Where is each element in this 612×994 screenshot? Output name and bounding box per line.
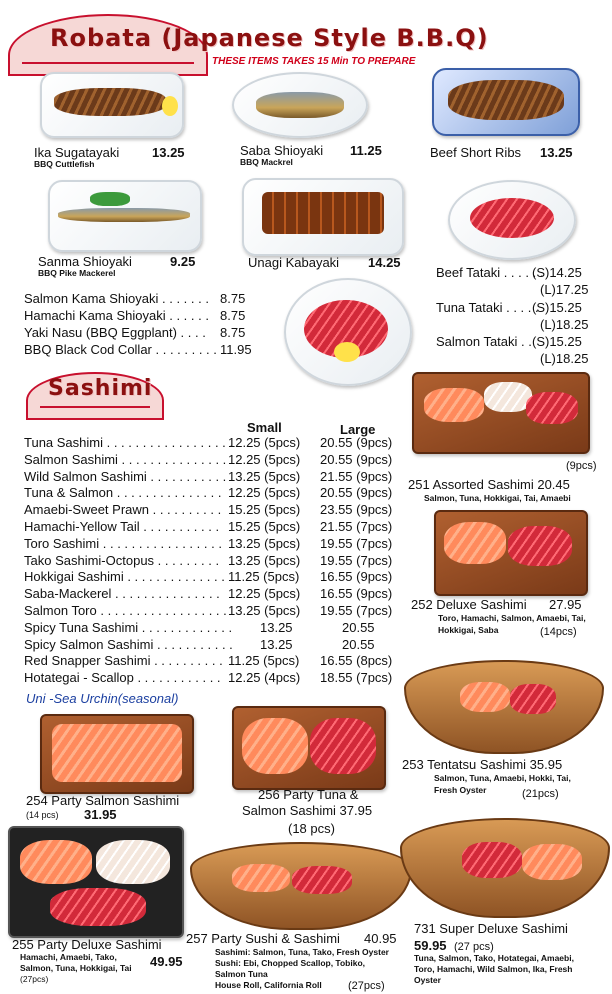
sashimi-row-large-price: 20.55 — [342, 619, 375, 635]
sanma-shioyaki-sub: BBQ Pike Mackerel — [38, 268, 116, 278]
salmon-kama-name: Salmon Kama Shioyaki . . . . . . . — [24, 291, 209, 306]
sashimi-row-small-price: 12.25 (5pcs) — [228, 435, 301, 450]
beef-tataki-small: (S)14.25 — [532, 265, 582, 280]
sashimi-row-small-price: 13.25 (5pcs) — [228, 468, 301, 484]
sashimi-row-large-price: 20.55 (9pcs) — [320, 485, 393, 501]
sashimi-row-name: Spicy Tuna Sashimi . . . . . . . . . . . . . — [24, 619, 233, 635]
beef-tataki-large: (L)17.25 — [540, 282, 589, 297]
tuna-tataki-large: (L)18.25 — [540, 317, 589, 332]
sashimi-row-large-price: 21.55 (9pcs) — [320, 468, 393, 484]
uni-sea-urchin: Uni -Sea Urchin(seasonal) — [26, 691, 179, 706]
lemon-garnish — [162, 96, 178, 116]
small-column-header: Small — [247, 420, 282, 435]
beef-short-ribs-photo — [432, 68, 580, 136]
hamachi-kama-price: 8.75 — [220, 308, 246, 323]
unagi-kabayaki-price: 14.25 — [368, 255, 401, 270]
c254-title: 254 Party Salmon Sashimi — [26, 793, 180, 808]
sashimi-row-name: Tuna Sashimi . . . . . . . . . . . . . . . . . . — [24, 435, 234, 450]
beef-tataki-photo — [448, 180, 576, 260]
sashimi-row-name: Salmon Sashimi . . . . . . . . . . . . . . . — [24, 451, 227, 467]
sashimi-row-name: Hotategai - Scallop . . . . . . . . . . . . — [24, 670, 221, 686]
sashimi-row-small-price: 11.25 (5pcs) — [228, 653, 300, 669]
salmon-slices — [52, 724, 182, 782]
beef-tataki-name: Beef Tataki . . . . . . — [436, 265, 544, 280]
c257-price: 40.95 — [364, 931, 397, 946]
sashimi-row-large-price: 21.55 (7pcs) — [320, 519, 393, 534]
sashimi-row-large-price: 20.55 (9pcs) — [320, 435, 393, 450]
c731-pcs: (27 pcs) — [454, 941, 494, 953]
c257-desc3: Salmon Tuna — [215, 969, 268, 979]
c256-pcs: (18 pcs) — [288, 821, 335, 836]
c257-desc2: Sushi: Ebi, Chopped Scallop, Tobiko, — [215, 958, 366, 968]
short-ribs-food — [448, 80, 564, 120]
leaf-garnish — [90, 192, 130, 206]
tuna-slices — [508, 526, 572, 566]
c255-price: 49.95 — [150, 954, 183, 969]
tuna-slices — [526, 392, 578, 424]
c252-title: 252 Deluxe Sashimi — [411, 597, 527, 612]
salmon-tataki-large: (L)18.25 — [540, 351, 589, 366]
party-tuna-salmon-photo — [232, 706, 386, 790]
tuna-slices — [510, 684, 556, 714]
salmon-slices — [424, 388, 484, 422]
c254-pcs: (14 pcs) — [26, 810, 59, 820]
c731-price: 59.95 — [414, 938, 447, 953]
tuna-slices — [462, 842, 522, 878]
sashimi-row-small-price: 13.25 (5pcs) — [228, 535, 301, 551]
sashimi-row-large-price: 16.55 (9pcs) — [320, 586, 393, 602]
tataki-slices — [470, 198, 554, 238]
saba-shioyaki-name: Saba Shioyaki — [240, 143, 324, 158]
sashimi-row-name: Salmon Toro . . . . . . . . . . . . . . . . . . — [24, 603, 227, 618]
sashimi-row-small-price: 13.25 (5pcs) — [228, 603, 301, 618]
tuna-tataki-small: (S)15.25 — [532, 300, 582, 315]
robata-prep-note: THESE ITEMS TAKES 15 Min TO PREPARE — [212, 56, 416, 67]
sashimi-row-large-price: 20.55 (9pcs) — [320, 451, 393, 467]
c731-desc1: Tuna, Salmon, Tako, Hotategai, Amaebi, — [414, 953, 574, 963]
c253-title: 253 Tentatsu Sashimi 35.95 — [402, 757, 563, 772]
sashimi-row-large-price: 16.55 (8pcs) — [320, 653, 393, 669]
c251-title: 251 Assorted Sashimi 20.45 — [408, 477, 570, 492]
unagi-kabayaki-name: Unagi Kabayaki — [248, 255, 340, 270]
eel-food — [262, 192, 384, 234]
sashimi-row-small-price: 13.25 — [260, 619, 293, 635]
c252-desc2: Hokkigai, Saba — [438, 625, 499, 635]
c257-desc1: Sashimi: Salmon, Tuna, Tako, Fresh Oyster — [215, 947, 389, 957]
beef-short-ribs-price: 13.25 — [540, 145, 573, 160]
sashimi-row-small-price: 12.25 (5pcs) — [228, 485, 301, 501]
ika-sugatayaki-price: 13.25 — [152, 145, 185, 160]
white-fish-slices — [484, 382, 532, 412]
deluxe-sashimi-photo — [434, 510, 588, 596]
pike-mackerel-food — [58, 208, 190, 222]
sashimi-row-small-price: 12.25 (5pcs) — [228, 586, 301, 602]
sashimi-title: Sashimi — [48, 376, 153, 401]
sashimi-row-name: Tako Sashimi-Octopus . . . . . . . . . — [24, 552, 220, 568]
saba-shioyaki-price: 11.25 — [350, 143, 382, 158]
saba-shioyaki-photo — [232, 72, 368, 138]
large-column-header: Large — [340, 422, 376, 437]
ika-sugatayaki-sub: BBQ Cuttlefish — [34, 159, 95, 169]
c255-title: 255 Party Deluxe Sashimi — [12, 937, 162, 952]
party-salmon-photo — [40, 714, 194, 794]
tuna-slices — [310, 718, 376, 774]
c257-pcs: (27pcs) — [348, 980, 385, 992]
tuna-slices — [50, 888, 146, 926]
cuttlefish-food — [54, 88, 166, 116]
sashimi-row-large-price: 19.55 (7pcs) — [320, 603, 393, 618]
sashimi-row-small-price: 15.25 (5pcs) — [228, 519, 301, 534]
sashimi-row-large-price: 20.55 — [342, 636, 375, 652]
c255-desc2: Salmon, Tuna, Hokkigai, Tai — [20, 963, 132, 973]
c255-desc1: Hamachi, Amaebi, Tako, — [20, 952, 117, 962]
c256-line2: Salmon Sashimi 37.95 — [242, 803, 373, 818]
c253-desc2: Fresh Oyster — [434, 785, 487, 795]
sanma-shioyaki-name: Sanma Shioyaki — [38, 254, 132, 269]
robata-title: Robata (Japanese Style B.B.Q) — [50, 24, 489, 52]
salmon-kama-price: 8.75 — [220, 291, 246, 306]
party-sushi-boat-photo — [190, 842, 412, 930]
c257-desc4: House Roll, California Roll — [215, 980, 322, 990]
unagi-kabayaki-photo — [242, 178, 404, 256]
sashimi-row-large-price: 19.55 (7pcs) — [320, 552, 393, 568]
sashimi-row-name: Tuna & Salmon . . . . . . . . . . . . . . . — [24, 485, 222, 501]
c731-desc3: Oyster — [414, 975, 441, 985]
salmon-slices — [444, 522, 506, 564]
sashimi-pieces — [292, 866, 352, 894]
salmon-slices — [242, 718, 308, 774]
sashimi-row-name: Wild Salmon Sashimi . . . . . . . . . . . — [24, 468, 227, 484]
c252-desc1: Toro, Hamachi, Salmon, Amaebi, Tai, — [438, 613, 586, 623]
ika-sugatayaki-name: Ika Sugatayaki — [34, 145, 120, 160]
tuna-tataki-photo — [284, 278, 412, 386]
tentatsu-boat-photo — [404, 660, 604, 754]
c254-price: 31.95 — [84, 807, 117, 822]
c256-line1: 256 Party Tuna & — [258, 787, 359, 802]
salmon-tataki-name: Salmon Tataki . . — [436, 334, 532, 349]
salmon-slices — [460, 682, 510, 712]
salmon-tataki-small: (S)15.25 — [532, 334, 582, 349]
sashimi-row-large-price: 19.55 (7pcs) — [320, 535, 393, 551]
sashimi-row-name: Toro Sashimi . . . . . . . . . . . . . . . . . — [24, 535, 222, 551]
sashimi-row-large-price: 23.55 (9pcs) — [320, 502, 393, 518]
c257-title: 257 Party Sushi & Sashimi — [186, 931, 340, 946]
sashimi-row-name: Amaebi-Sweet Prawn . . . . . . . . . . — [24, 502, 222, 518]
sashimi-row-small-price: 13.25 (5pcs) — [228, 552, 301, 568]
c255-pcs: (27pcs) — [20, 974, 49, 984]
salmon-slices — [20, 840, 92, 884]
tuna-tataki-name: Tuna Tataki . . . . . — [436, 300, 539, 315]
sashimi-row-name: Hokkigai Sashimi . . . . . . . . . . . . . . — [24, 569, 225, 585]
mackerel-food — [256, 92, 344, 118]
super-deluxe-boat-photo — [400, 818, 610, 918]
sanma-shioyaki-photo — [48, 180, 202, 252]
sashimi-row-name: Spicy Salmon Sashimi . . . . . . . . . . . — [24, 636, 233, 652]
lemon-slice — [334, 342, 360, 362]
c252-price: 27.95 — [549, 597, 582, 612]
yaki-nasu-name: Yaki Nasu (BBQ Eggplant) . . . . — [24, 325, 206, 340]
black-cod-collar-price: 11.95 — [220, 342, 252, 357]
sushi-pieces — [232, 864, 290, 892]
sashimi-row-large-price: 18.55 (7pcs) — [320, 670, 393, 686]
hamachi-kama-name: Hamachi Kama Shioyaki . . . . . . — [24, 308, 209, 323]
sashimi-row-small-price: 15.25 (5pcs) — [228, 502, 301, 518]
saba-shioyaki-sub: BBQ Mackrel — [240, 157, 293, 167]
sashimi-row-name: Saba-Mackerel . . . . . . . . . . . . . . . — [24, 586, 220, 602]
party-deluxe-photo — [8, 826, 184, 938]
sanma-shioyaki-price: 9.25 — [170, 254, 196, 269]
salmon-slices — [522, 844, 582, 880]
assorted-sashimi-photo — [412, 372, 590, 454]
sashimi-row-large-price: 16.55 (9pcs) — [320, 569, 393, 585]
black-cod-collar-name: BBQ Black Cod Collar . . . . . . . . . — [24, 342, 217, 357]
c731-title: 731 Super Deluxe Sashimi — [414, 921, 568, 936]
yaki-nasu-price: 8.75 — [220, 325, 246, 340]
sashimi-row-name: Hamachi-Yellow Tail . . . . . . . . . . . — [24, 519, 220, 534]
c251-desc: Salmon, Tuna, Hokkigai, Tai, Amaebi — [424, 493, 571, 503]
beef-short-ribs-name: Beef Short Ribs — [430, 145, 522, 160]
sashimi-row-small-price: 13.25 — [260, 636, 293, 652]
c251-pcs: (9pcs) — [566, 460, 597, 472]
c252-pcs: (14pcs) — [540, 626, 577, 638]
white-fish-slices — [96, 840, 170, 884]
ika-sugatayaki-photo — [40, 72, 184, 138]
sashimi-row-name: Red Snapper Sashimi . . . . . . . . . . — [24, 653, 223, 669]
c253-pcs: (21pcs) — [522, 788, 559, 800]
sashimi-row-small-price: 12.25 (5pcs) — [228, 451, 301, 467]
sashimi-row-small-price: 11.25 (5pcs) — [228, 569, 300, 585]
c731-desc2: Toro, Hamachi, Wild Salmon, Ika, Fresh — [414, 964, 573, 974]
sashimi-row-small-price: 12.25 (4pcs) — [228, 670, 301, 686]
c253-desc1: Salmon, Tuna, Amaebi, Hokki, Tai, — [434, 773, 571, 783]
